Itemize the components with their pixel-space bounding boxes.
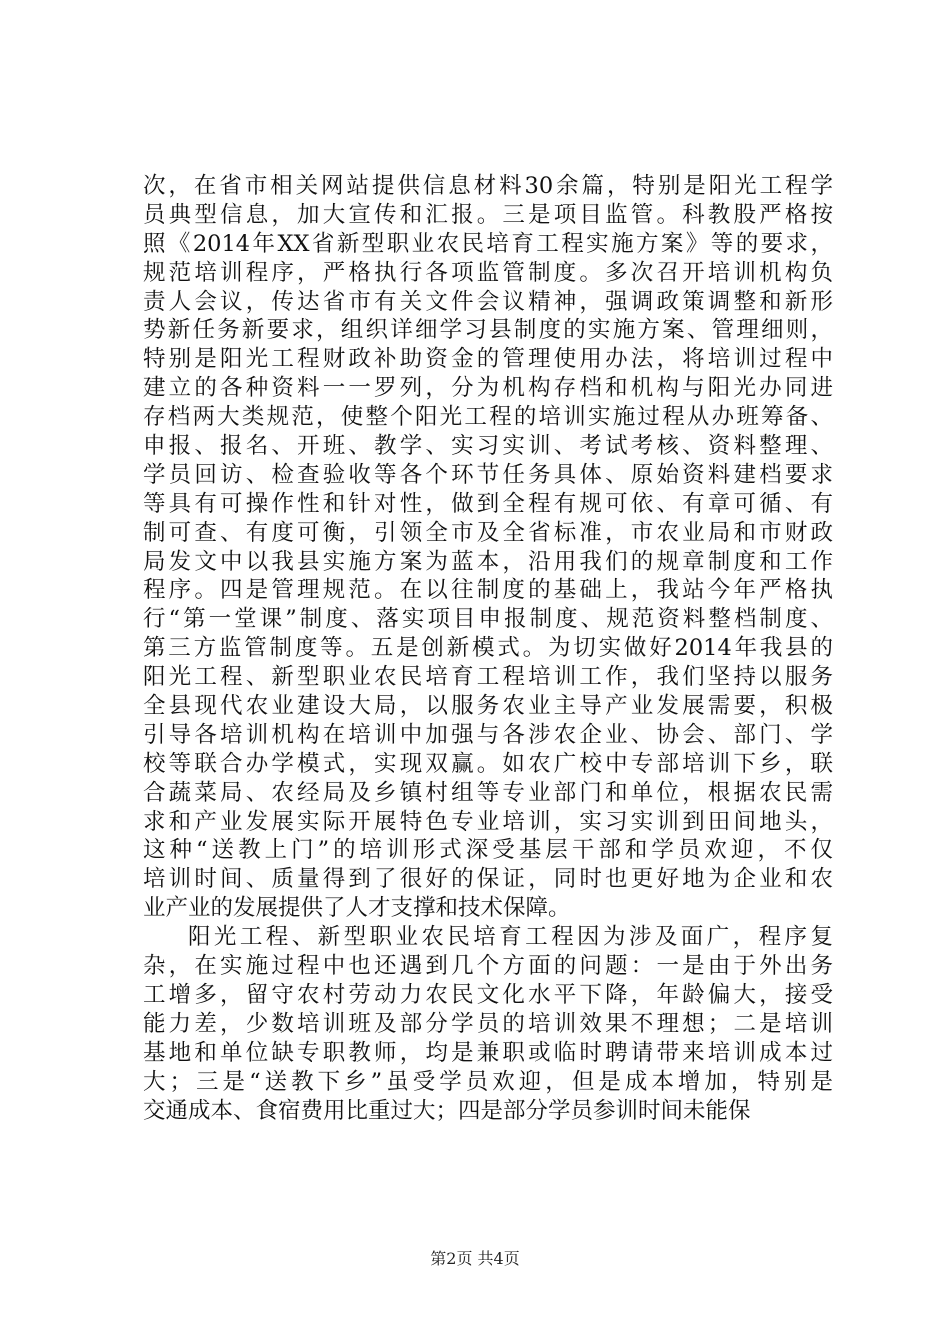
text-line: 培训时间、质量得到了很好的保证，同时也更好地为企业和农 bbox=[143, 866, 833, 893]
paragraph-2 bbox=[143, 923, 833, 1125]
text-line: 合蔬菜局、农经局及乡镇村组等专业部门和单位，根据农民需 bbox=[143, 779, 833, 806]
text-line: 势新任务新要求，组织详细学习县制度的实施方案、管理细则， bbox=[143, 317, 833, 344]
text-line: 特别是阳光工程财政补助资金的管理使用办法，将培训过程中 bbox=[143, 346, 833, 373]
text-line: 建立的各种资料一一罗列，分为机构存档和机构与阳光办同进 bbox=[143, 375, 833, 402]
text-line: 引导各培训机构在培训中加强与各涉农企业、协会、部门、学 bbox=[143, 721, 833, 748]
paragraph-1 bbox=[143, 172, 833, 923]
text-line: 行“第一堂课”制度、落实项目申报制度、规范资料整档制度、 bbox=[143, 606, 833, 633]
text-line: 规范培训程序，严格执行各项监管制度。多次召开培训机构负 bbox=[143, 259, 833, 286]
text-line: 阳光工程、新型职业农民培育工程因为涉及面广，程序复 bbox=[188, 924, 833, 951]
text-line: 程序。四是管理规范。在以往制度的基础上，我站今年严格执 bbox=[143, 577, 833, 604]
text-line: 大；三是“送教下乡”虽受学员欢迎，但是成本增加，特别是 bbox=[143, 1068, 833, 1095]
text-line: 全县现代农业建设大局，以服务农业主导产业发展需要，积极 bbox=[143, 693, 833, 720]
text-line: 校等联合办学模式，实现双赢。如农广校中专部培训下乡，联 bbox=[143, 750, 833, 777]
text-line: 能力差，少数培训班及部分学员的培训效果不理想；二是培训 bbox=[143, 1010, 833, 1037]
text-line: 业产业的发展提供了人才支撑和技术保障。 bbox=[143, 895, 571, 922]
text-line: 交通成本、食宿费用比重过大；四是部分学员参训时间未能保 bbox=[143, 1097, 751, 1124]
page-footer: 第2页 共4页 bbox=[430, 1249, 520, 1268]
text-line: 等具有可操作性和针对性，做到全程有规可依、有章可循、有 bbox=[143, 490, 833, 517]
document-body bbox=[143, 172, 833, 1125]
text-line: 存档两大类规范，使整个阳光工程的培训实施过程从办班筹备、 bbox=[143, 404, 833, 431]
text-line: 申报、报名、开班、教学、实习实训、考试考核、资料整理、 bbox=[143, 433, 833, 460]
text-line: 基地和单位缺专职教师，均是兼职或临时聘请带来培训成本过 bbox=[143, 1039, 833, 1066]
text-line: 员典型信息，加大宣传和汇报。三是项目监管。科教股严格按 bbox=[143, 201, 833, 228]
text-line: 制可查、有度可衡，引领全市及全省标准，市农业局和市财政 bbox=[143, 519, 833, 546]
text-line: 学员回访、检查验收等各个环节任务具体、原始资料建档要求 bbox=[143, 461, 833, 488]
text-line: 第三方监管制度等。五是创新模式。为切实做好2014年我县的 bbox=[143, 635, 833, 662]
text-line: 阳光工程、新型职业农民培育工程培训工作，我们坚持以服务 bbox=[143, 664, 833, 691]
text-line: 这种“送教上门”的培训形式深受基层干部和学员欢迎，不仅 bbox=[143, 837, 833, 864]
text-line: 局发文中以我县实施方案为蓝本，沿用我们的规章制度和工作 bbox=[143, 548, 833, 575]
text-line: 照《2014年XX省新型职业农民培育工程实施方案》等的要求， bbox=[143, 230, 833, 257]
text-line: 次，在省市相关网站提供信息材料30余篇，特别是阳光工程学 bbox=[143, 173, 833, 199]
text-line: 责人会议，传达省市有关文件会议精神，强调政策调整和新形 bbox=[143, 288, 833, 315]
text-line: 工增多，留守农村劳动力农民文化水平下降，年龄偏大，接受 bbox=[143, 981, 833, 1008]
text-line: 求和产业发展实际开展特色专业培训，实习实训到田间地头， bbox=[143, 808, 833, 835]
text-line: 杂，在实施过程中也还遇到几个方面的问题：一是由于外出务 bbox=[143, 953, 833, 980]
